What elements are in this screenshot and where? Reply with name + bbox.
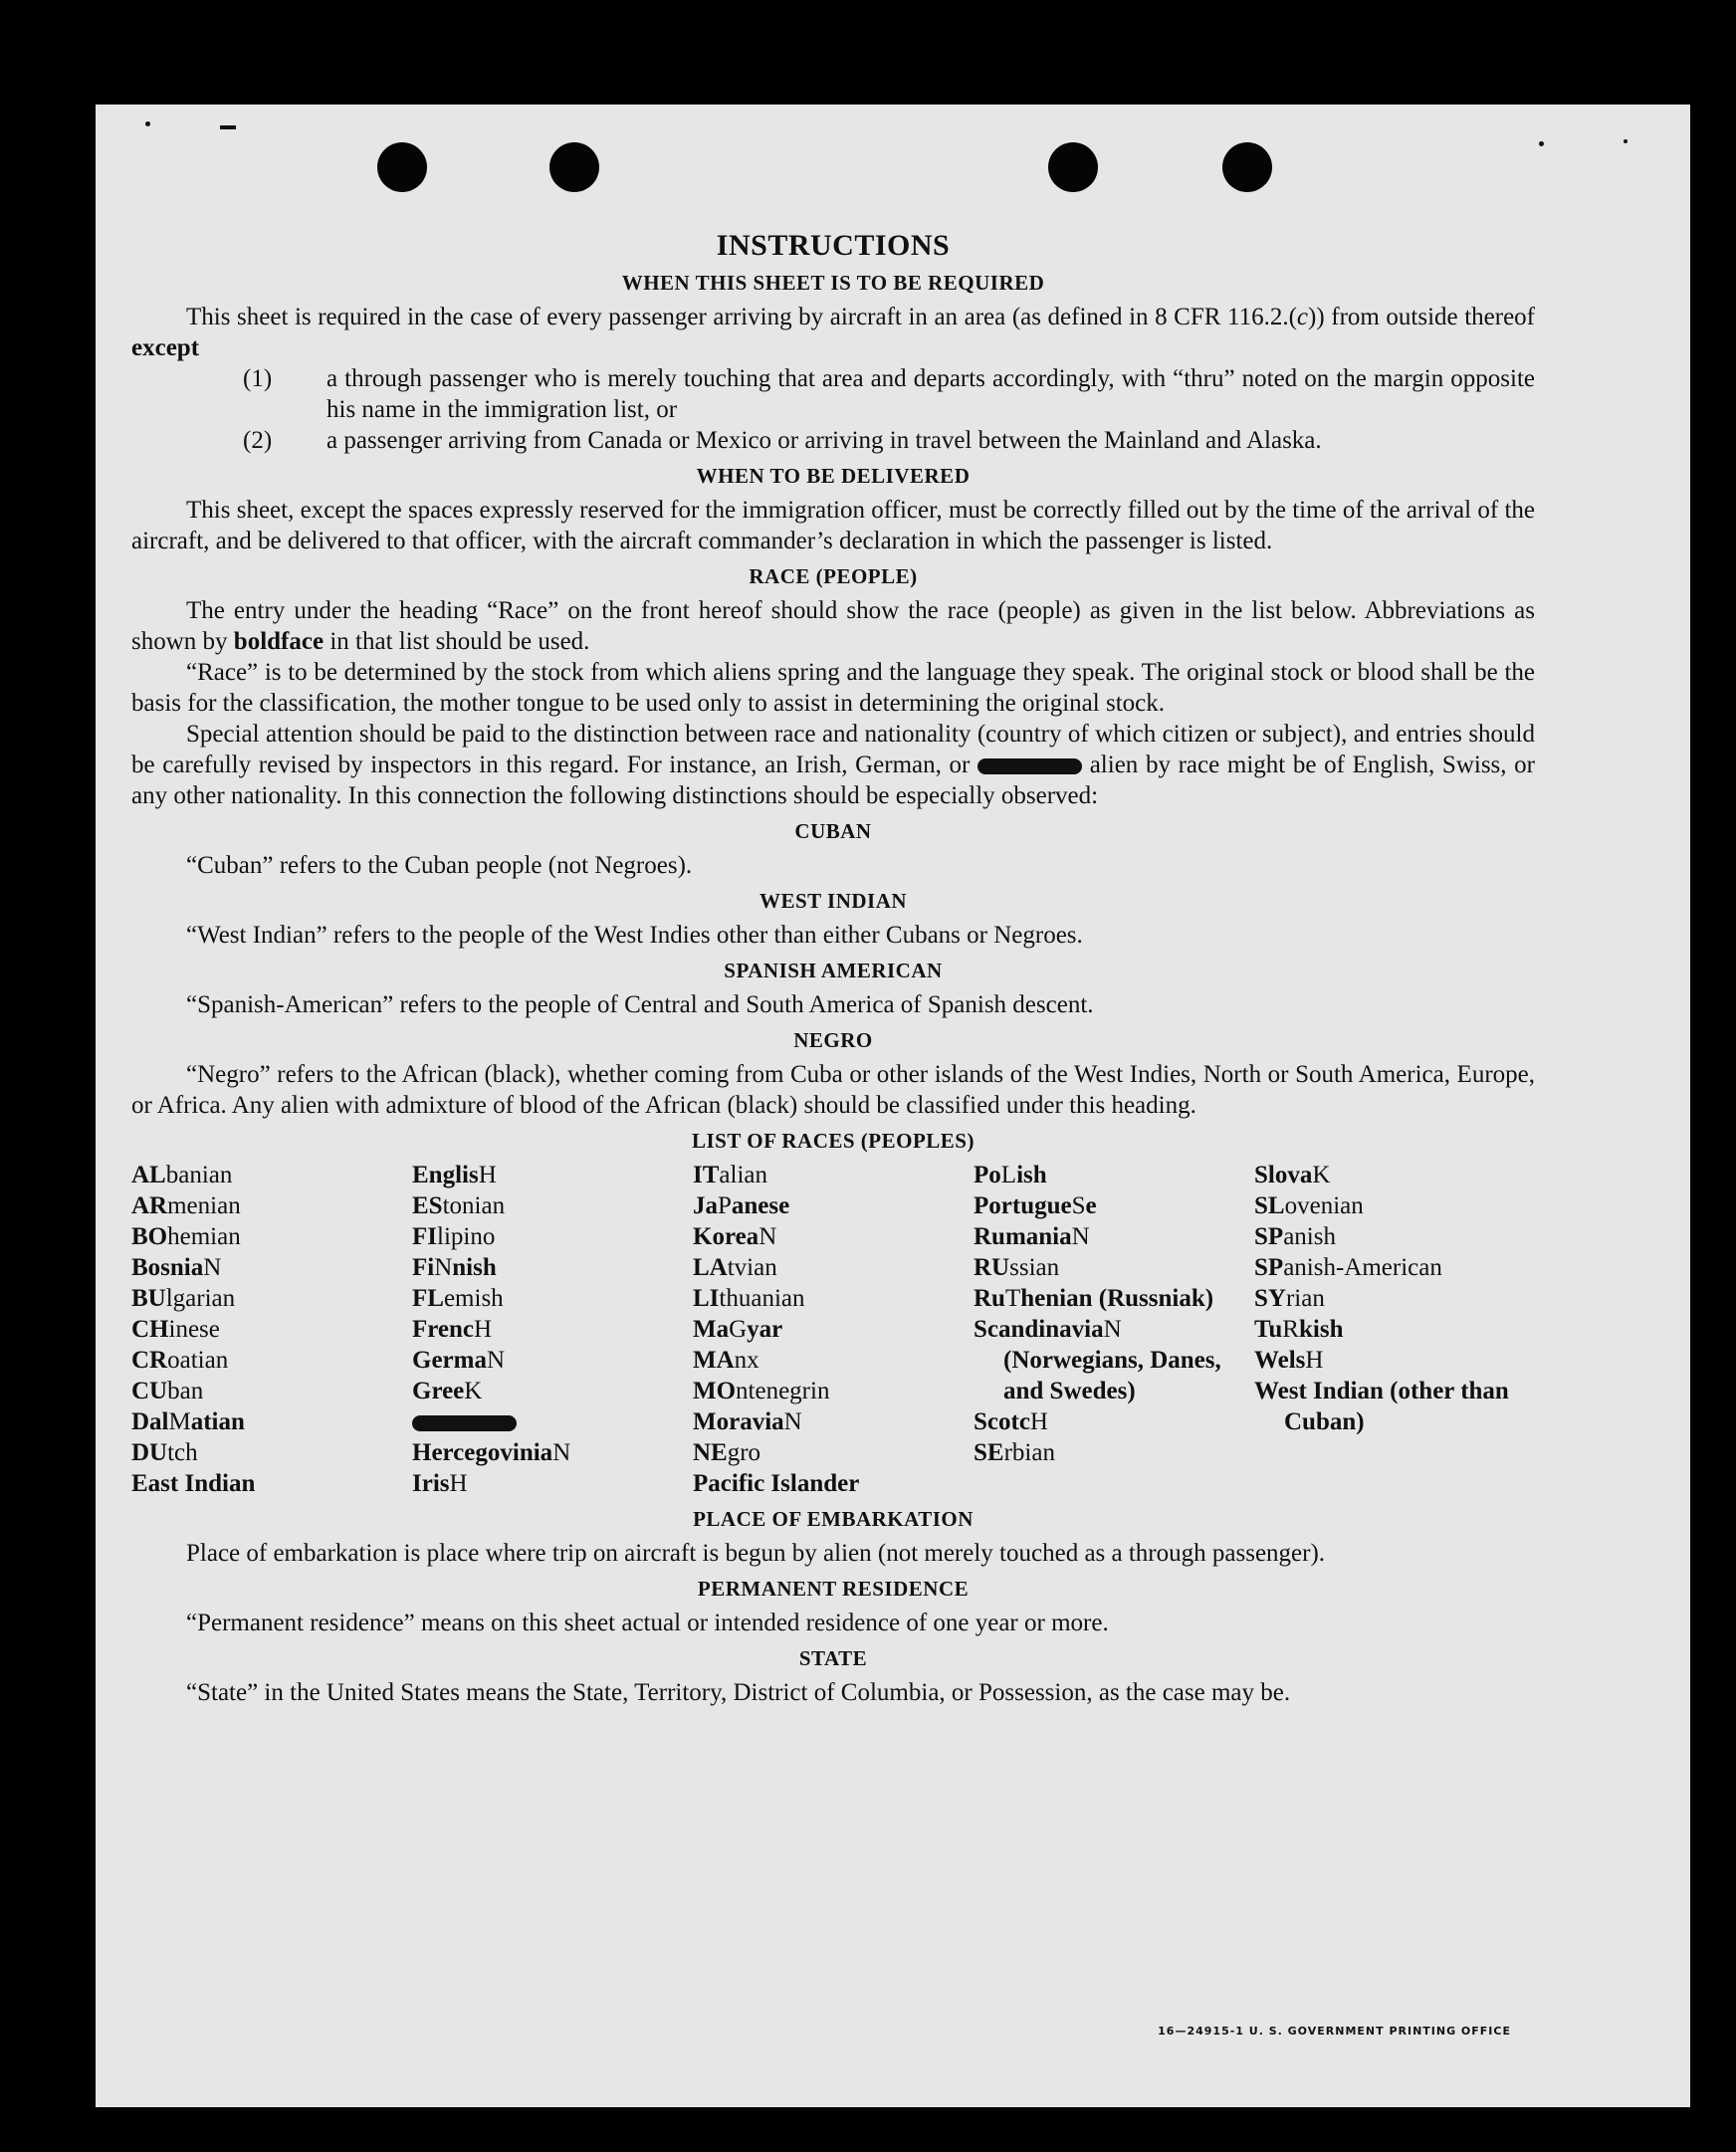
redaction-mark [412,1415,517,1431]
redaction-mark [977,758,1082,774]
race-entry: PortugueSe [974,1192,1097,1219]
race-entry [412,1406,693,1437]
section-heading-race: RACE (PEOPLE) [749,564,918,588]
west-indian-paragraph: “West Indian” refers to the people of the West Indies other than either Cubans or Negroes. [186,922,1083,949]
race-entry: Pacific Islander [693,1470,860,1497]
section-heading-negro: NEGRO [793,1028,873,1052]
section-heading-races-list: LIST OF RACES (PEOPLES) [692,1129,975,1153]
punch-hole [1048,142,1098,192]
race-entry: BosniaN [131,1254,222,1281]
race-entry: SlovaK [1254,1162,1331,1188]
race-entry: IrisH [412,1470,468,1497]
race-entry: SPanish [1254,1223,1336,1250]
race-column [693,1160,974,1499]
delivered-paragraph: This sheet, except the spaces expressly reserved for the immigration officer, must be correctly filled out by the time of the arrival of the aircraft, and be delivered to that officer, with the aircraft commander’s declaration in which the passenger is listed. [131,497,1535,554]
embarkation-paragraph: Place of embarkation is place where trip on aircraft is begun by alien (not merely touched as a through passenger). [186,1540,1326,1567]
race-entry: EStonian [412,1192,506,1219]
section-heading-cuban: CUBAN [794,819,872,843]
residence-paragraph: “Permanent residence” means on this sheet actual or intended residence of one year or more. [186,1610,1109,1636]
race-entry: SYrian [1254,1285,1325,1312]
races-list [131,1160,1535,1499]
race-paragraph-2: “Race” is to be determined by the stock from which aliens spring and the language they speak. The original stock or blood shall be the basis for the classification, the mother tongue to be used only to assist in determining the original stock. [131,659,1535,717]
state-paragraph: “State” in the United States means the State, Territory, District of Columbia, or Possession, as the case may be. [186,1679,1291,1706]
race-entry: LIthuanian [693,1285,805,1312]
punch-hole [377,142,427,192]
race-entry: MAnx [693,1347,760,1374]
page-title: INSTRUCTIONS [716,229,951,262]
punch-hole [1222,142,1272,192]
section-heading-embarkation: PLACE OF EMBARKATION [693,1507,974,1531]
scan-speck [220,125,236,129]
race-entry: RuThenian (Russniak) [974,1285,1214,1312]
printer-imprint: 16—24915-1 U. S. GOVERNMENT PRINTING OFFICE [1158,2025,1511,2038]
race-column [1254,1160,1535,1499]
race-entry: EnglisH [412,1162,497,1188]
race-column [131,1160,412,1499]
section-heading-state: STATE [798,1646,868,1670]
race-entry: West Indian (other than Cuban) [1254,1378,1509,1435]
section-heading-west-indian: WEST INDIAN [759,889,908,913]
race-entry: TuRkish [1254,1316,1344,1343]
race-entry: ITalian [693,1162,767,1188]
scan-speck [1539,141,1544,146]
race-column [412,1160,693,1499]
race-entry: CHinese [131,1316,220,1343]
document-sheet [96,105,1690,2107]
race-entry: ARmenian [131,1192,241,1219]
race-entry: SPanish-American [1254,1254,1442,1281]
race-column [974,1160,1254,1499]
race-entry: MoraviaN [693,1408,802,1435]
race-entry: LAtvian [693,1254,777,1281]
section-heading-residence: PERMANENT RESIDENCE [697,1577,970,1601]
race-entry: GermaN [412,1347,506,1374]
race-entry: CUban [131,1378,204,1404]
race-entry: HercegoviniaN [412,1439,571,1466]
negro-paragraph: “Negro” refers to the African (black), whether coming from Cuba or other islands of the West Indies, North or South America, Europe, or Africa. Any alien with admixture of blood of the African (black) should be classified under this heading. [131,1061,1535,1119]
race-entry: FrencH [412,1316,493,1343]
race-entry: CRoatian [131,1347,229,1374]
race-entry: DUtch [131,1439,198,1466]
race-entry: ScandinaviaN (Norwegians, Danes, and Swedes) [974,1316,1221,1404]
race-entry: RumaniaN [974,1223,1090,1250]
race-entry: RUssian [974,1254,1060,1281]
race-entry: PoLish [974,1162,1047,1188]
scan-speck [145,121,150,126]
race-entry: FiNnish [412,1254,497,1281]
race-entry: GreeK [412,1378,483,1404]
instructions-content [131,229,1535,1708]
section-heading-spanish-american: SPANISH AMERICAN [724,959,943,982]
race-entry: East Indian [131,1470,256,1497]
race-entry: DalMatian [131,1408,245,1435]
race-entry: ScotcH [974,1408,1048,1435]
race-entry: NEgro [693,1439,761,1466]
race-paragraph-1: The entry under the heading “Race” on the front hereof should show the race (people) as given in the list below. Abbreviations as shown by boldface in that list should be used. [131,597,1535,655]
exception-item: (2) a passenger arriving from Canada or Mexico or arriving in travel between the Mainland and Alaska. [243,427,1322,454]
race-entry: MaGyar [693,1316,783,1343]
race-entry: SLovenian [1254,1192,1364,1219]
required-intro: This sheet is required in the case of every passenger arriving by aircraft in an area (as defined in 8 CFR 116.2.(c)) from outside thereof except [131,304,1535,361]
race-entry: BOhemian [131,1223,241,1250]
race-entry: KoreaN [693,1223,777,1250]
scan-speck [1624,139,1628,143]
race-entry: SErbian [974,1439,1055,1466]
race-entry: BUlgarian [131,1285,236,1312]
race-entry: MOntenegrin [693,1378,830,1404]
punch-hole [549,142,599,192]
race-entry: FIlipino [412,1223,496,1250]
exception-item: (1) a through passenger who is merely touching that area and departs accordingly, with “thru” noted on the margin opposite his name in the immigration list, or [243,365,1535,423]
section-heading-delivered: WHEN TO BE DELIVERED [696,464,971,488]
race-paragraph-3: Special attention should be paid to the distinction between race and nationality (country of which citizen or subject), and entries should be carefully revised by inspectors in this regard. For instance, an Irish, German, or alien by race might be of English, Swiss, or any other nationality. In this connection the following distinctions should be especially observed: [131,721,1536,809]
race-entry: JaPanese [693,1192,790,1219]
spanish-american-paragraph: “Spanish-American” refers to the people of Central and South America of Spanish descent. [186,991,1094,1018]
race-entry: FLemish [412,1285,504,1312]
race-entry: ALbanian [131,1162,233,1188]
race-entry: WelsH [1254,1347,1324,1374]
cuban-paragraph: “Cuban” refers to the Cuban people (not Negroes). [186,852,693,879]
section-heading-required: WHEN THIS SHEET IS TO BE REQUIRED [621,271,1045,295]
